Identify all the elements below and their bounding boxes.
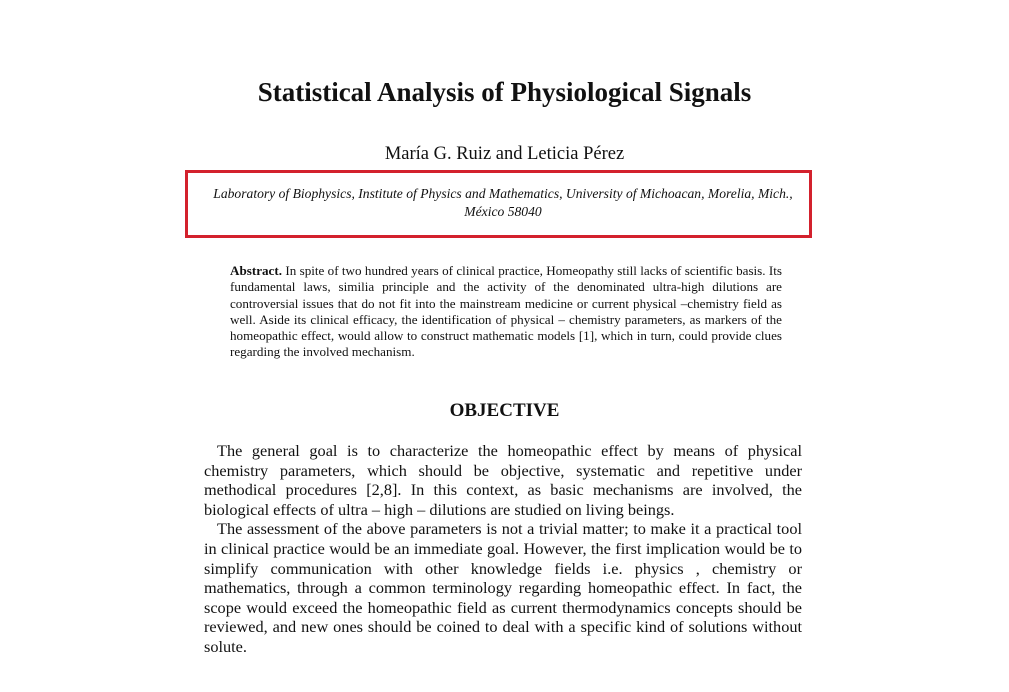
paper-affiliation: Laboratory of Biophysics, Institute of Physics and Mathematics, University of Michoacan, Morelia, Mich., México 58040 xyxy=(213,186,793,219)
paper-title: Statistical Analysis of Physiological Signals xyxy=(257,77,752,107)
paper-authors: María G. Ruiz and Leticia Pérez xyxy=(384,144,625,164)
body-paragraph: The general goal is to characterize the homeopathic effect by means of physical chemistry parameters, which should be objective, systematic and repetitive under methodical procedures [2,8]. In this context, as basic mechanisms are involved, the biological effects of ultra – high – dilutions are studied on living beings. xyxy=(204,441,802,519)
body-paragraph: The assessment of the above parameters is not a trivial matter; to make it a practical tool in clinical practice would be an immediate goal. However, the first implication would be to simplify communication with other knowledge fields i.e. physics , chemistry or mathematics, through a common terminology regarding homeopathic effect. In fact, the scope would exceed the homeopathic field as current thermodynamics concepts should be reviewed, and new ones should be coined to deal with a specific kind of solutions without solute. xyxy=(204,519,802,656)
abstract-block xyxy=(230,263,782,361)
abstract-text: In spite of two hundred years of clinical practice, Homeopathy still lacks of scientific basis. Its fundamental laws, similia principle and the activity of the denominated ultra-high dilutions are controversial issues that do not fit into the mainstream medicine or current physical –chemistry field as well. Aside its clinical efficacy, the identification of physical – chemistry parameters, as markers of the homeopathic effect, would allow to construct mathematic models [1], which in turn, could provide clues regarding the involved mechanism. xyxy=(230,263,782,360)
section-heading-objective: OBJECTIVE xyxy=(449,400,560,421)
abstract-label: Abstract. xyxy=(230,263,282,278)
objective-section-body xyxy=(204,441,802,657)
